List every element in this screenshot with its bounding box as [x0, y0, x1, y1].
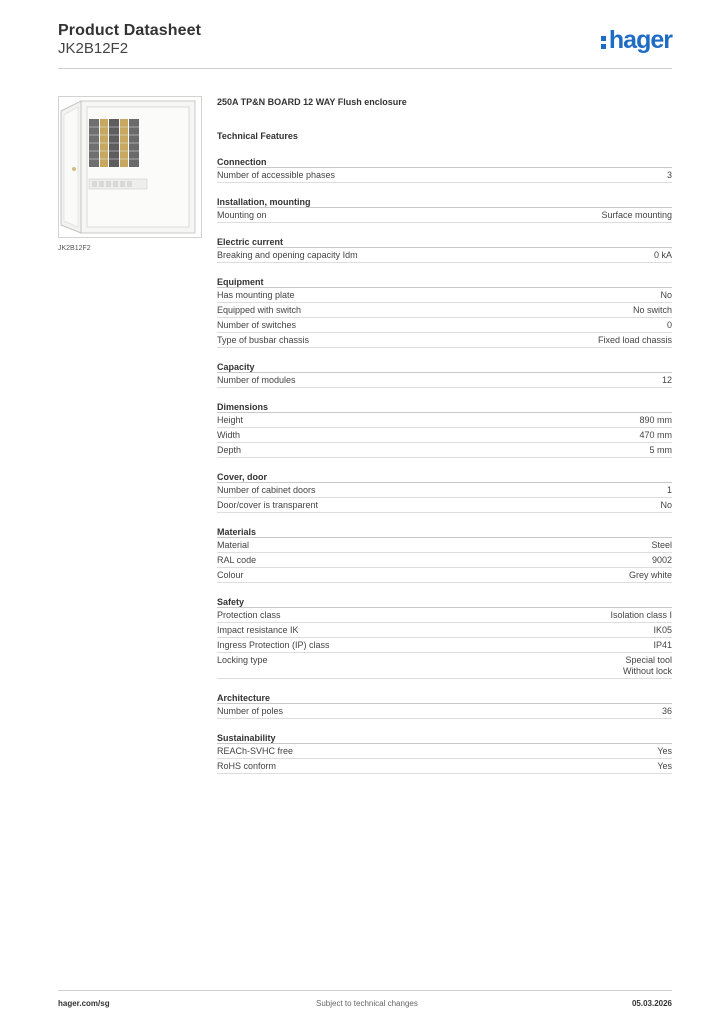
spec-row: [217, 704, 672, 719]
spec-row: [217, 553, 672, 568]
spec-section: [217, 236, 672, 263]
page-header: [58, 21, 672, 69]
spec-value: Grey white: [628, 570, 672, 580]
spec-label: Number of switches: [217, 320, 297, 330]
spec-label: Equipped with switch: [217, 305, 302, 315]
spec-row: [217, 498, 672, 513]
spec-value: 36: [661, 706, 672, 716]
hager-logo: [601, 27, 672, 53]
spec-value: Surface mounting: [601, 210, 672, 220]
section-title: Connection: [217, 156, 672, 168]
footer-note: Subject to technical changes: [316, 999, 418, 1008]
document-title: Product Datasheet: [58, 22, 202, 39]
spec-value: 5 mm: [649, 445, 672, 455]
spec-label: Width: [217, 430, 241, 440]
spec-label: RoHS conform: [217, 761, 277, 771]
spec-section: [217, 526, 672, 583]
spec-value: No: [660, 500, 672, 510]
spec-label: REACh-SVHC free: [217, 746, 294, 756]
spec-value: Fixed load chassis: [597, 335, 672, 345]
spec-row: [217, 538, 672, 553]
spec-row: [217, 248, 672, 263]
product-image: [58, 96, 202, 238]
spec-row: [217, 333, 672, 348]
spec-section: [217, 361, 672, 388]
spec-value: Yes: [657, 761, 672, 771]
spec-label: Material: [217, 540, 250, 550]
spec-value: 3: [666, 170, 672, 180]
section-title: Installation, mounting: [217, 196, 672, 208]
spec-row: [217, 483, 672, 498]
spec-label: Number of modules: [217, 375, 296, 385]
spec-value: IP41: [653, 640, 672, 650]
logo-colon-icon: [601, 30, 607, 50]
spec-value: 0: [666, 320, 672, 330]
spec-row: [217, 303, 672, 318]
section-title: Materials: [217, 526, 672, 538]
section-title: Dimensions: [217, 401, 672, 413]
spec-label: Number of cabinet doors: [217, 485, 316, 495]
spec-row: [217, 443, 672, 458]
image-caption: JK2B12F2: [58, 245, 91, 252]
spec-value: IK05: [653, 625, 672, 635]
spec-section: [217, 156, 672, 183]
spec-label: Locking type: [217, 655, 268, 665]
spec-row: [217, 744, 672, 759]
spec-value: 890 mm: [639, 415, 672, 425]
section-title: Equipment: [217, 276, 672, 288]
spec-label: Number of poles: [217, 706, 284, 716]
footer-url: hager.com/sg: [58, 999, 110, 1008]
enclosure-illustration: [59, 97, 201, 237]
spec-row: [217, 653, 672, 679]
spec-value: Isolation class I: [610, 610, 672, 620]
spec-value: 12: [661, 375, 672, 385]
spec-section: [217, 401, 672, 458]
spec-label: Mounting on: [217, 210, 267, 220]
spec-section: [217, 276, 672, 348]
spec-row: [217, 413, 672, 428]
page-footer: [58, 990, 672, 1016]
spec-row: [217, 208, 672, 223]
spec-row: [217, 608, 672, 623]
spec-label: RAL code: [217, 555, 257, 565]
spec-label: Height: [217, 415, 244, 425]
spec-label: Ingress Protection (IP) class: [217, 640, 330, 650]
spec-label: Has mounting plate: [217, 290, 295, 300]
spec-row: [217, 288, 672, 303]
section-title: Sustainability: [217, 732, 672, 744]
section-title: Cover, door: [217, 471, 672, 483]
spec-section: [217, 471, 672, 513]
spec-row: [217, 428, 672, 443]
section-title: Architecture: [217, 692, 672, 704]
spec-value: No: [660, 290, 672, 300]
spec-value: Yes: [657, 746, 672, 756]
spec-value: 1: [666, 485, 672, 495]
spec-value: No switch: [632, 305, 672, 315]
spec-sections: [217, 156, 672, 774]
spec-label: Protection class: [217, 610, 281, 620]
spec-section: [217, 196, 672, 223]
spec-value: 0 kA: [653, 250, 672, 260]
product-description: 250A TP&N BOARD 12 WAY Flush enclosure: [217, 97, 407, 107]
footer-date: 05.03.2026: [631, 999, 672, 1008]
spec-label: Door/cover is transparent: [217, 500, 319, 510]
section-title: Safety: [217, 596, 672, 608]
spec-label: Number of accessible phases: [217, 170, 336, 180]
spec-label: Colour: [217, 570, 244, 580]
spec-value: Steel: [651, 540, 672, 550]
spec-value: 470 mm: [639, 430, 672, 440]
section-title: Capacity: [217, 361, 672, 373]
technical-features-heading: Technical Features: [217, 131, 298, 141]
spec-row: [217, 638, 672, 653]
product-reference: JK2B12F2: [58, 40, 129, 57]
spec-value: Special tool Without lock: [622, 655, 672, 676]
spec-row: [217, 168, 672, 183]
spec-label: Breaking and opening capacity Idm: [217, 250, 358, 260]
spec-section: [217, 692, 672, 719]
spec-label: Depth: [217, 445, 242, 455]
spec-row: [217, 568, 672, 583]
spec-section: [217, 732, 672, 774]
spec-value: 9002: [651, 555, 672, 565]
spec-row: [217, 373, 672, 388]
spec-row: [217, 759, 672, 774]
logo-wordmark: hager: [608, 26, 672, 54]
section-title: Electric current: [217, 236, 672, 248]
spec-section: [217, 596, 672, 679]
spec-row: [217, 623, 672, 638]
spec-content: [217, 96, 672, 774]
spec-row: [217, 318, 672, 333]
spec-label: Type of busbar chassis: [217, 335, 310, 345]
spec-label: Impact resistance IK: [217, 625, 299, 635]
